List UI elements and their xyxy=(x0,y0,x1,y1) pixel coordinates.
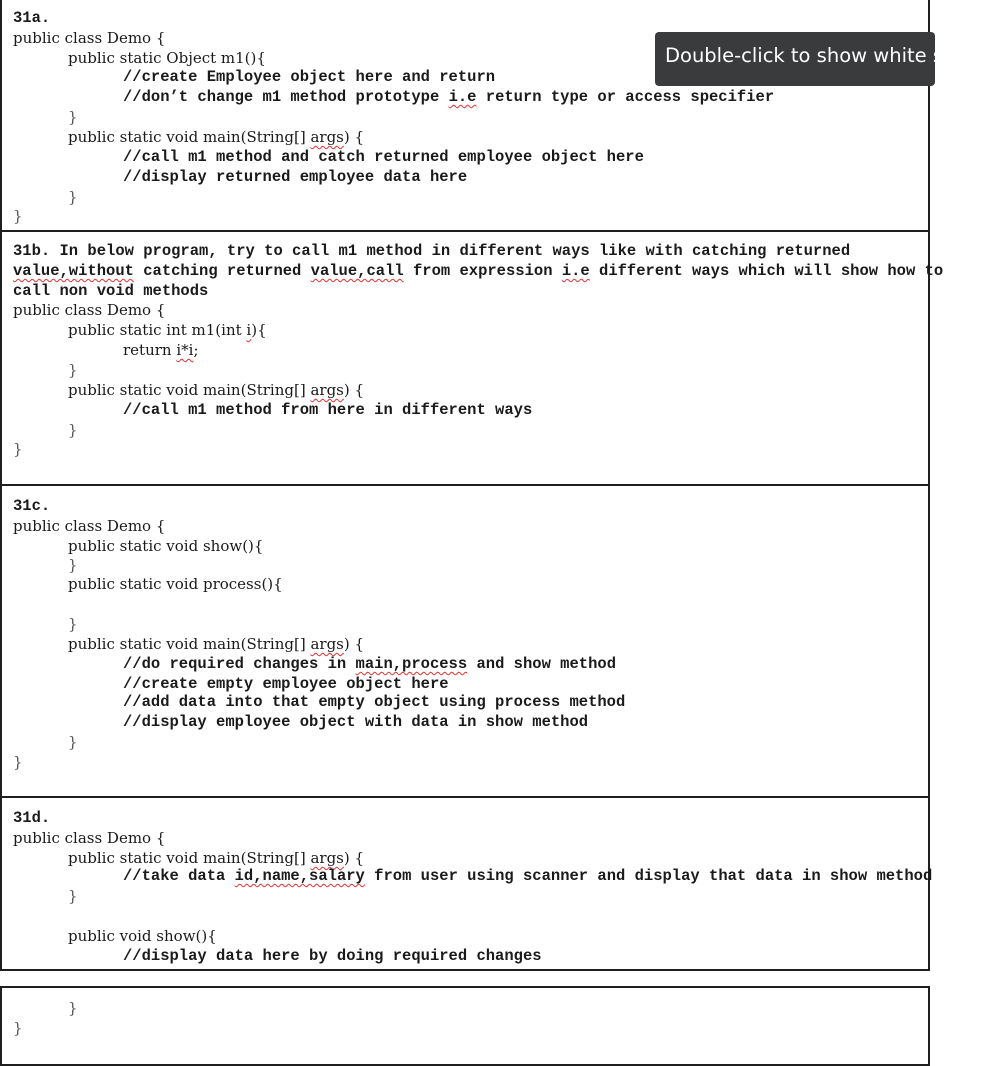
question-31b-text-line3: call non void methods xyxy=(13,282,209,300)
comment-take-data: //take data id,name,salary from user using scanner and display that data in show method xyxy=(123,867,933,885)
main-signature: public static void main(String[] args) { xyxy=(68,128,365,146)
main-signature: public static void main(String[] args) { xyxy=(68,849,365,867)
closing-brace: } xyxy=(68,188,78,206)
closing-brace: } xyxy=(68,108,78,126)
question-31d-title: 31d. xyxy=(13,809,51,827)
comment-create-employee: //create Employee object here and return xyxy=(123,68,496,86)
question-31d-cell xyxy=(0,796,933,971)
comment-dont-change-prototype: //don’t change m1 method prototype i.e return type or access specifier xyxy=(123,88,775,106)
show-signature: public void show(){ xyxy=(68,927,217,945)
show-signature: public static void show(){ xyxy=(68,537,264,555)
comment-display-data: //display data here by doing required changes xyxy=(123,947,542,965)
closing-brace: } xyxy=(68,361,78,379)
main-signature: public static void main(String[] args) { xyxy=(68,635,365,653)
m1-signature: public static int m1(int i){ xyxy=(68,321,267,339)
closing-brace: } xyxy=(13,207,23,225)
question-31a-title: 31a. xyxy=(13,9,51,27)
closing-brace: } xyxy=(68,556,78,574)
question-31b-text-line1: 31b. In below program, try to call m1 method in different ways like with catching returned xyxy=(13,242,851,260)
closing-brace: } xyxy=(13,440,23,458)
closing-brace: } xyxy=(13,1019,23,1037)
closing-brace: } xyxy=(68,421,78,439)
class-declaration: public class Demo { xyxy=(13,29,166,47)
closing-brace: } xyxy=(68,999,78,1017)
closing-brace: } xyxy=(13,753,23,771)
process-signature: public static void process(){ xyxy=(68,575,283,593)
question-31b-text-line2: value,without catching returned value,call from expression i.e different ways which will show how to xyxy=(13,262,944,280)
comment-call-m1: //call m1 method and catch returned employee object here xyxy=(123,148,644,166)
continuation-cell xyxy=(0,986,930,1066)
comment-add-data: //add data into that empty object using process method xyxy=(123,693,626,711)
comment-display-employee: //display employee object with data in show method xyxy=(123,713,589,731)
return-statement: return i*i; xyxy=(123,341,199,359)
question-31c-cell xyxy=(0,484,930,798)
m1-signature: public static Object m1(){ xyxy=(68,49,266,67)
comment-display-employee: //display returned employee data here xyxy=(123,168,468,186)
class-declaration: public class Demo { xyxy=(13,829,166,847)
comment-call-m1: //call m1 method from here in different ways xyxy=(123,401,533,419)
main-signature: public static void main(String[] args) { xyxy=(68,381,365,399)
class-declaration: public class Demo { xyxy=(13,301,166,319)
closing-brace: } xyxy=(68,733,78,751)
whitespace-tooltip: Double-click to show white space xyxy=(655,32,935,86)
closing-brace: } xyxy=(68,887,78,905)
class-declaration: public class Demo { xyxy=(13,517,166,535)
question-31b-cell xyxy=(0,230,944,486)
comment-required-changes: //do required changes in main,process and show method xyxy=(123,655,616,673)
comment-create-empty-employee: //create empty employee object here xyxy=(123,675,449,693)
question-31c-title: 31c. xyxy=(13,497,51,515)
closing-brace: } xyxy=(68,615,78,633)
